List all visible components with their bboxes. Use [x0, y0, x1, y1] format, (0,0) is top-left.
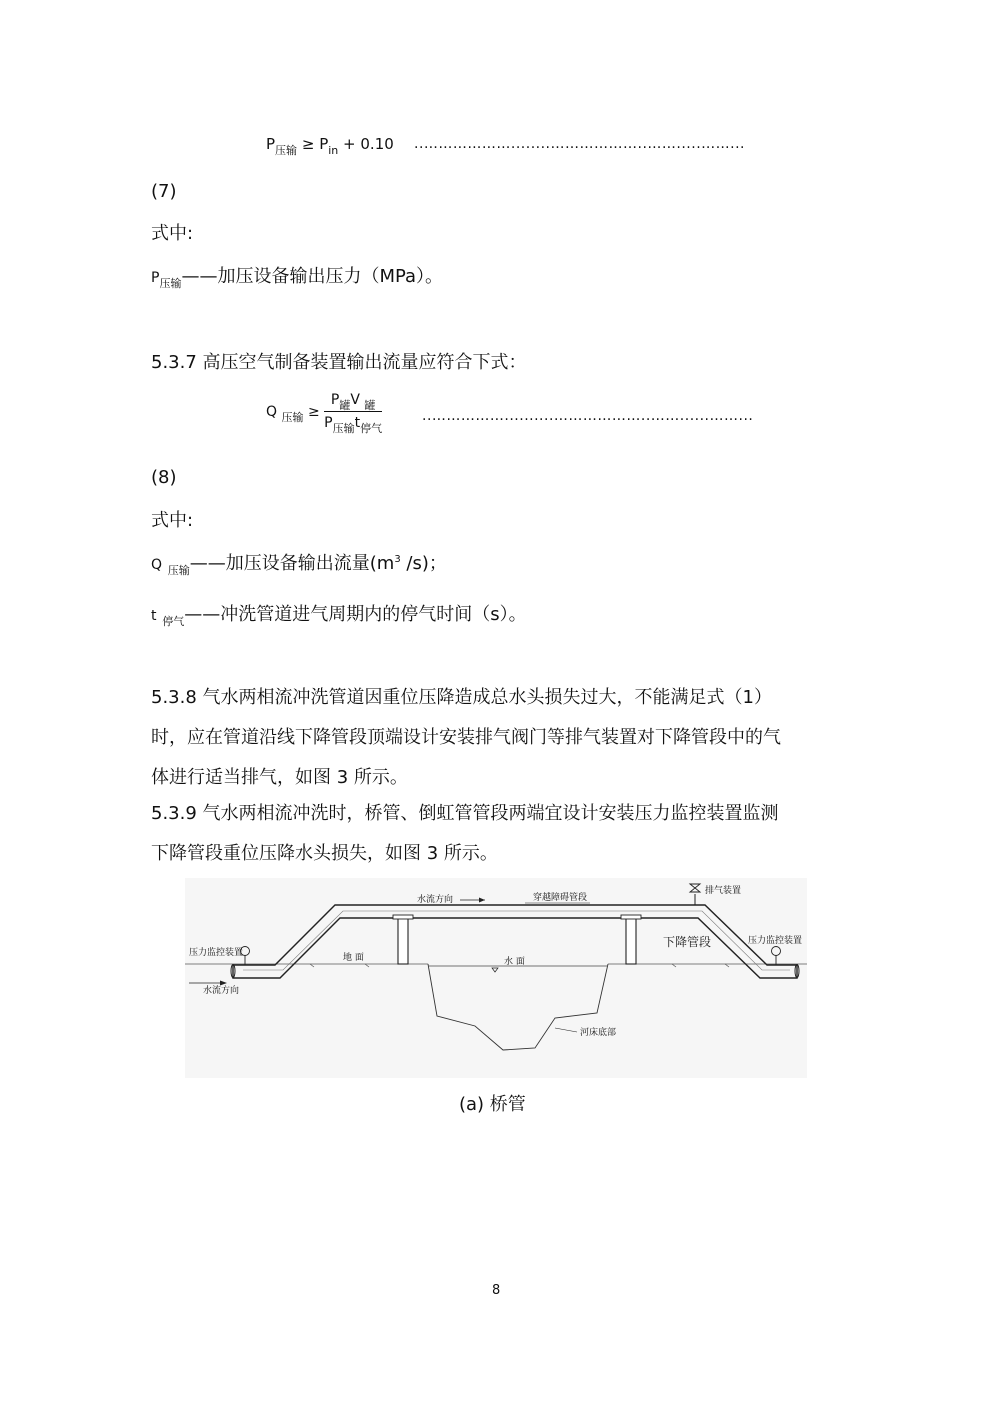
formula-8-lhs-sub: 压输	[281, 410, 304, 424]
where-label-1: 式中:	[151, 223, 194, 244]
formula-8-op: ≥	[307, 403, 320, 420]
formula-8-numerator: $P_罐V$ $_罐$	[324, 392, 382, 412]
definition-q-sub: 压输	[167, 564, 190, 577]
definition-q-symbol: Q	[151, 557, 163, 573]
definition-t	[151, 600, 527, 626]
support-right	[626, 918, 636, 964]
definition-t-text: ——冲洗管道进气周期内的停气时间（s）。	[184, 604, 527, 625]
formula-8	[266, 392, 383, 435]
label-water: 水 面	[504, 957, 525, 967]
page-number: 8	[492, 1283, 501, 1298]
paragraph-5-3-9-line: 下降管段重位压降水头损失，如图 3 所示。	[151, 843, 498, 864]
bridge-pipe-diagram	[185, 878, 807, 1078]
formula-8-lhs: Q	[266, 403, 278, 420]
support-left	[398, 918, 408, 964]
definition-t-sub: 停气	[162, 615, 185, 628]
definition-p-sub: 压输	[159, 277, 182, 290]
section-5-3-7: 5.3.7 高压空气制备装置输出流量应符合下式：	[151, 352, 527, 373]
definition-q-text-b: /s)；	[400, 553, 447, 574]
paragraph-5-3-8-line: 5.3.8 气水两相流冲洗管道因重位压降造成总水头损失过大，不能满足式（1）	[151, 687, 772, 708]
formula-7-tail: + 0.10	[343, 135, 394, 153]
label-crossing: 穿越障碍管段	[533, 893, 588, 903]
definition-p	[151, 262, 443, 288]
formula-8-leader-dots: ..……………..........………………..……......……...	[422, 408, 754, 424]
label-descend: 下降管段	[663, 935, 712, 949]
where-label-2: 式中:	[151, 510, 194, 531]
formula-7-number: (7)	[151, 181, 177, 202]
formula-8-denominator: $P_{压输}t_{停气}$	[324, 415, 383, 435]
formula-7-rhs-sub: in	[328, 144, 339, 157]
formula-7-leader-dots: ..………………........………………..…….....……...	[414, 136, 746, 152]
definition-q-sup: 3	[394, 554, 401, 565]
paragraph-5-3-9	[151, 794, 779, 874]
formula-7	[266, 135, 394, 157]
label-riverbed: 河床底部	[580, 1028, 617, 1038]
label-exhaust: 排气装置	[705, 886, 742, 896]
label-monitor-right: 压力监控装置	[748, 936, 803, 946]
definition-q	[151, 549, 447, 575]
label-flow-top: 水流方向	[417, 895, 454, 905]
label-monitor-left: 压力监控装置	[189, 948, 244, 958]
support-right-cap	[621, 915, 641, 919]
label-flow-left: 水流方向	[203, 986, 240, 996]
definition-t-symbol: t	[151, 608, 157, 624]
paragraph-5-3-8-line: 时，应在管道沿线下降管段顶端设计安装排气阀门等排气装置对下降管段中的气	[151, 727, 781, 748]
definition-p-symbol: P	[151, 270, 160, 286]
paragraph-5-3-9-line: 5.3.9 气水两相流冲洗时，桥管、倒虹管管段两端宜设计安装压力监控装置监测	[151, 803, 779, 824]
formula-8-fraction	[324, 392, 383, 435]
paragraph-5-3-8-line: 体进行适当排气，如图 3 所示。	[151, 767, 408, 788]
formula-7-op: ≥	[301, 135, 315, 153]
label-ground: 地 面	[343, 953, 364, 963]
definition-p-text: ——加压设备输出压力（MPa）。	[181, 266, 444, 287]
formula-7-lhs: P	[266, 135, 276, 153]
definition-q-text-a: ——加压设备输出流量(m	[189, 553, 395, 574]
figure-caption: (a) 桥管	[459, 1094, 526, 1115]
formula-7-rhs: P	[319, 135, 329, 153]
formula-7-lhs-sub: 压输	[275, 144, 298, 157]
support-left-cap	[393, 915, 413, 919]
paragraph-5-3-8	[151, 678, 781, 798]
formula-8-number: (8)	[151, 467, 177, 488]
